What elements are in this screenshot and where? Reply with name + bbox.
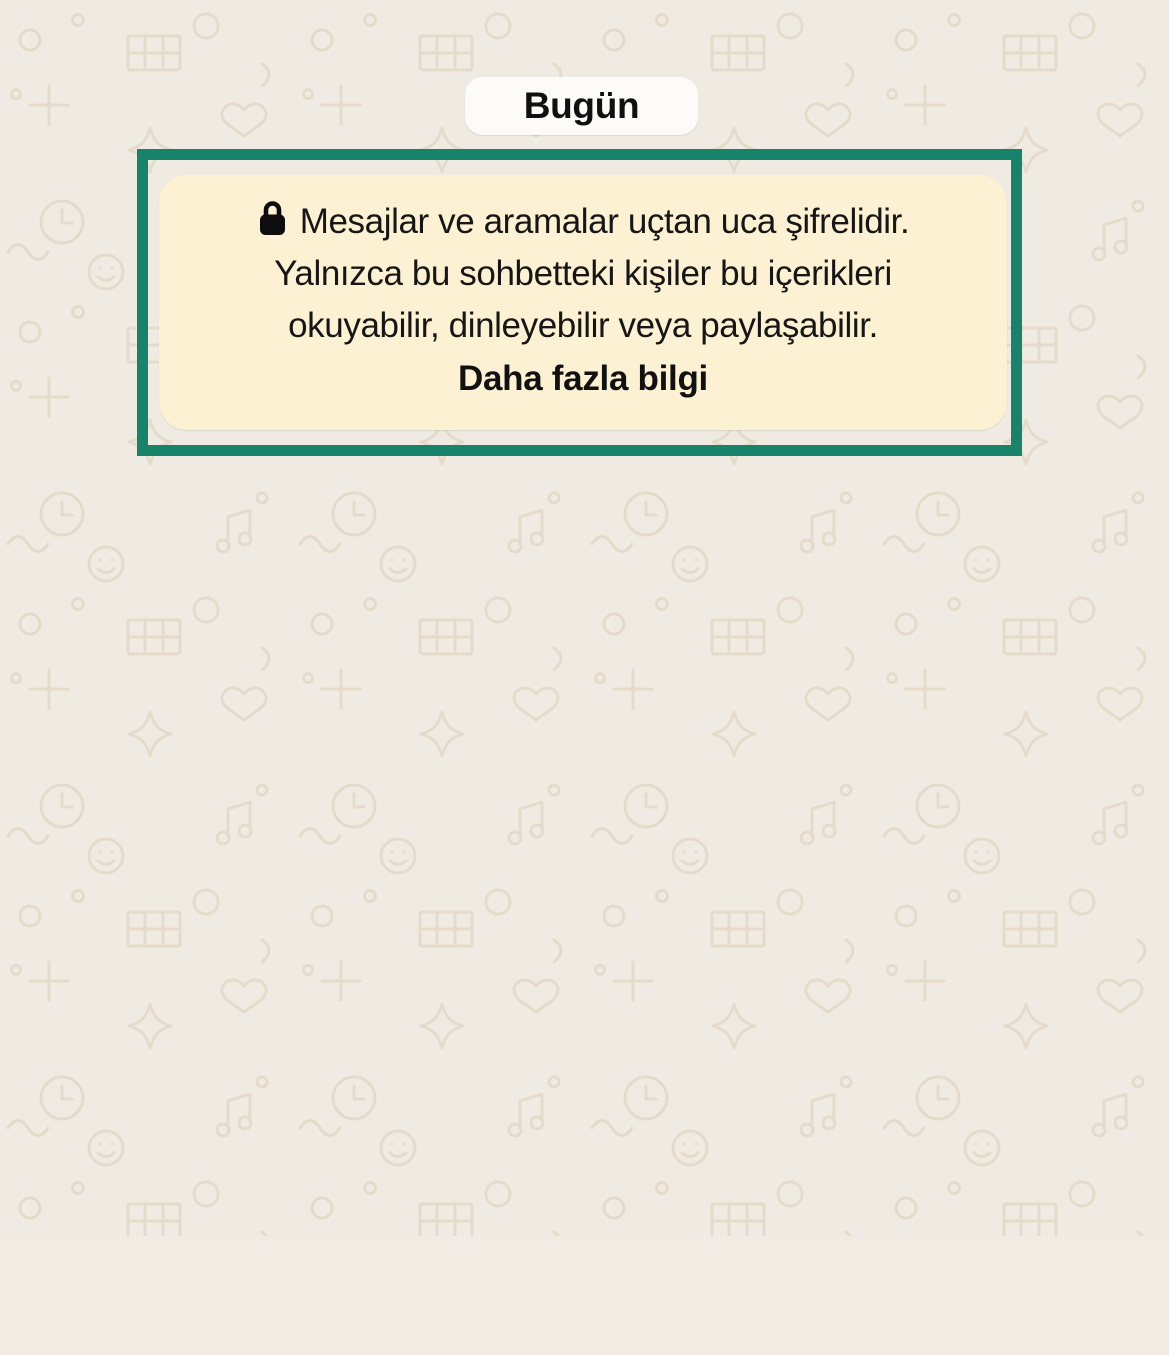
learn-more-link[interactable]: Daha fazla bilgi [458,359,708,398]
encryption-notice-line-3: okuyabilir, dinleyebilir veya paylaşabilir. [288,306,878,345]
encryption-notice-bubble[interactable] [159,175,1007,430]
encryption-notice-line-2: Yalnızca bu sohbetteki kişiler bu içerikleri [274,254,892,293]
date-separator-pill [465,77,698,135]
composer-bar [0,1236,1169,1355]
lock-icon [257,199,288,237]
encryption-notice-line-1: Mesajlar ve aramalar uçtan uca şifrelidir. [159,196,1007,248]
date-separator-label: Bugün [523,85,640,126]
